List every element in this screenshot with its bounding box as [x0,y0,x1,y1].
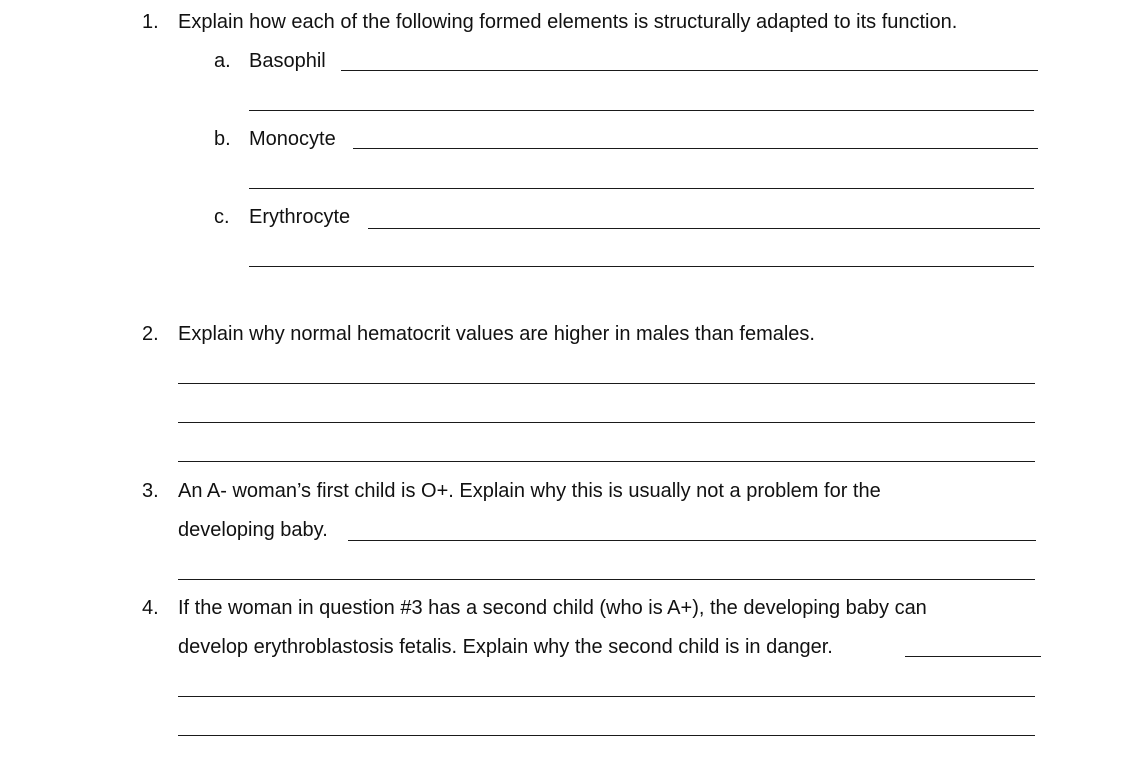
q1c-answer-line-2[interactable] [249,266,1034,267]
q1b-answer-line-2[interactable] [249,188,1034,189]
q1b-answer-line-1[interactable] [353,148,1038,149]
q4-answer-line-1[interactable] [905,656,1041,657]
q1b-letter: b. [214,128,231,150]
q1a-letter: a. [214,50,231,72]
q2-number: 2. [142,323,159,345]
q1c-answer-line-1[interactable] [368,228,1040,229]
q4-answer-line-3[interactable] [178,735,1035,736]
q4-number: 4. [142,597,159,619]
q1a-label: Basophil [249,50,326,72]
q2-answer-line-3[interactable] [178,461,1035,462]
q2-answer-line-1[interactable] [178,383,1035,384]
q1c-letter: c. [214,206,230,228]
q1a-answer-line-1[interactable] [341,70,1038,71]
q3-number: 3. [142,480,159,502]
q1-prompt: Explain how each of the following formed elements is structurally adapted to its function. [178,11,958,33]
q4-answer-line-2[interactable] [178,696,1035,697]
q4-prompt-line-1: If the woman in question #3 has a second child (who is A+), the developing baby can [178,597,927,619]
q3-prompt-line-2: developing baby. [178,519,328,541]
q1a-answer-line-2[interactable] [249,110,1034,111]
q2-prompt: Explain why normal hematocrit values are higher in males than females. [178,323,815,345]
q3-answer-line-1[interactable] [348,540,1036,541]
q1c-label: Erythrocyte [249,206,351,228]
q4-prompt-line-2: develop erythroblastosis fetalis. Explain why the second child is in danger. [178,636,833,658]
q2-answer-line-2[interactable] [178,422,1035,423]
q3-answer-line-2[interactable] [178,579,1035,580]
q1-number: 1. [142,11,159,33]
q3-prompt-line-1: An A- woman’s first child is O+. Explain why this is usually not a problem for the [178,480,881,502]
q1b-label: Monocyte [249,128,336,150]
